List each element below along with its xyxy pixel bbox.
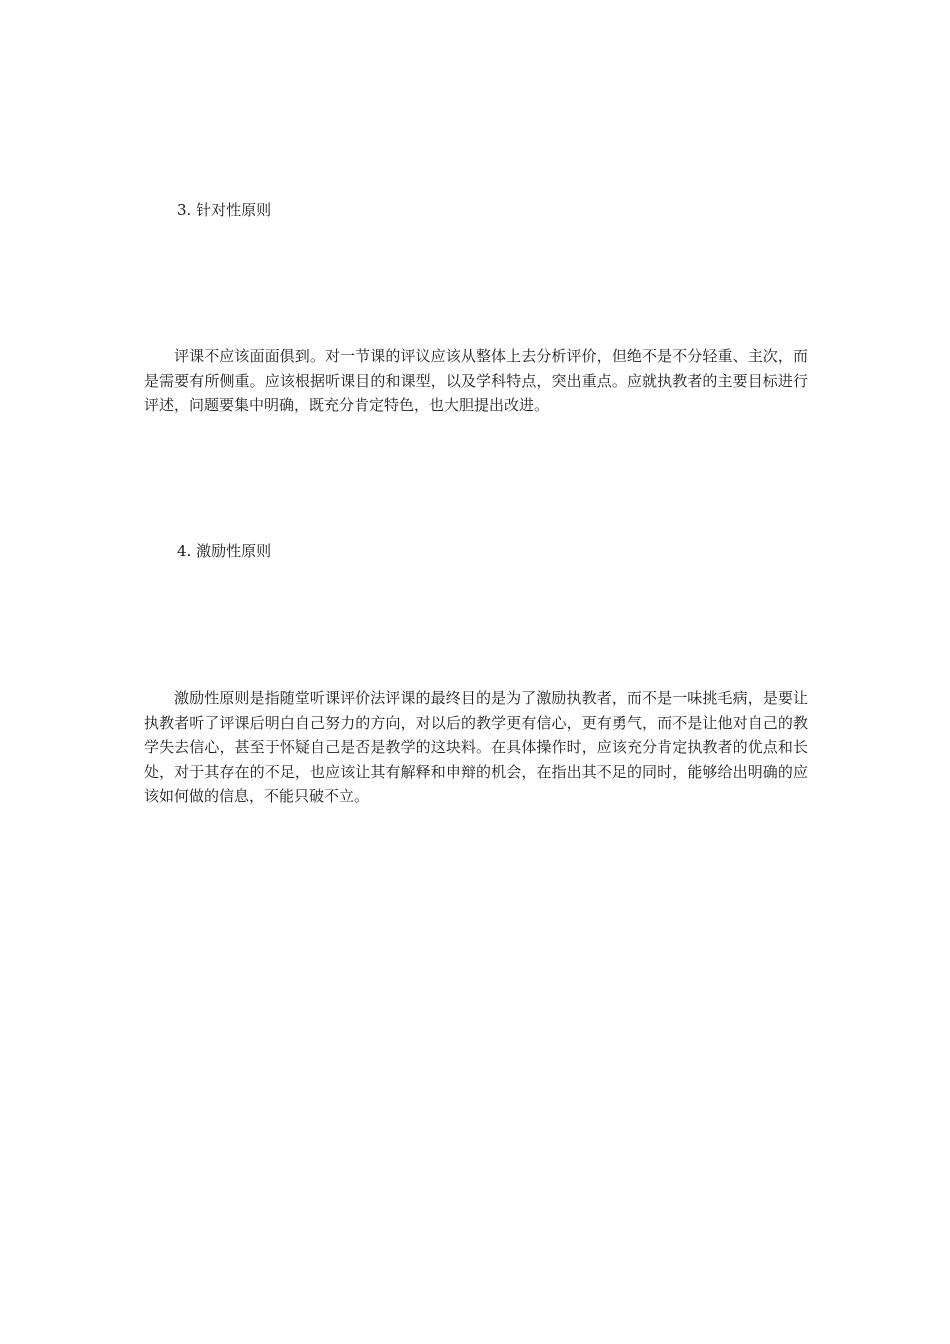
section-paragraph-3: 评课不应该面面俱到。对一节课的评议应该从整体上去分析评价，但绝不是不分轻重、主次，而是需要有所侧重。应该根据听课目的和课型，以及学科特点，突出重点。应就执教者的主要目标进行评述，问题要集中明确，既充分肯定特色，也大胆提出改进。 xyxy=(144,347,808,414)
section-heading-4: 4. 激励性原则 xyxy=(177,542,272,560)
section-paragraph-4: 激励性原则是指随堂听课评价法评课的最终目的是为了激励执教者，而不是一味挑毛病，是要让执教者听了评课后明白自己努力的方向，对以后的教学更有信心，更有勇气，而不是让他对自己的教学失去信心，甚至于怀疑自己是否是教学的这块料。在具体操作时，应该充分肯定执教者的优点和长处，对于其存在的不足，也应该让其有解释和申辩的机会，在指出其不足的同时，能够给出明确的应该如何做的信息，不能只破不立。 xyxy=(144,689,808,805)
section-heading-3: 3. 针对性原则 xyxy=(177,201,272,219)
